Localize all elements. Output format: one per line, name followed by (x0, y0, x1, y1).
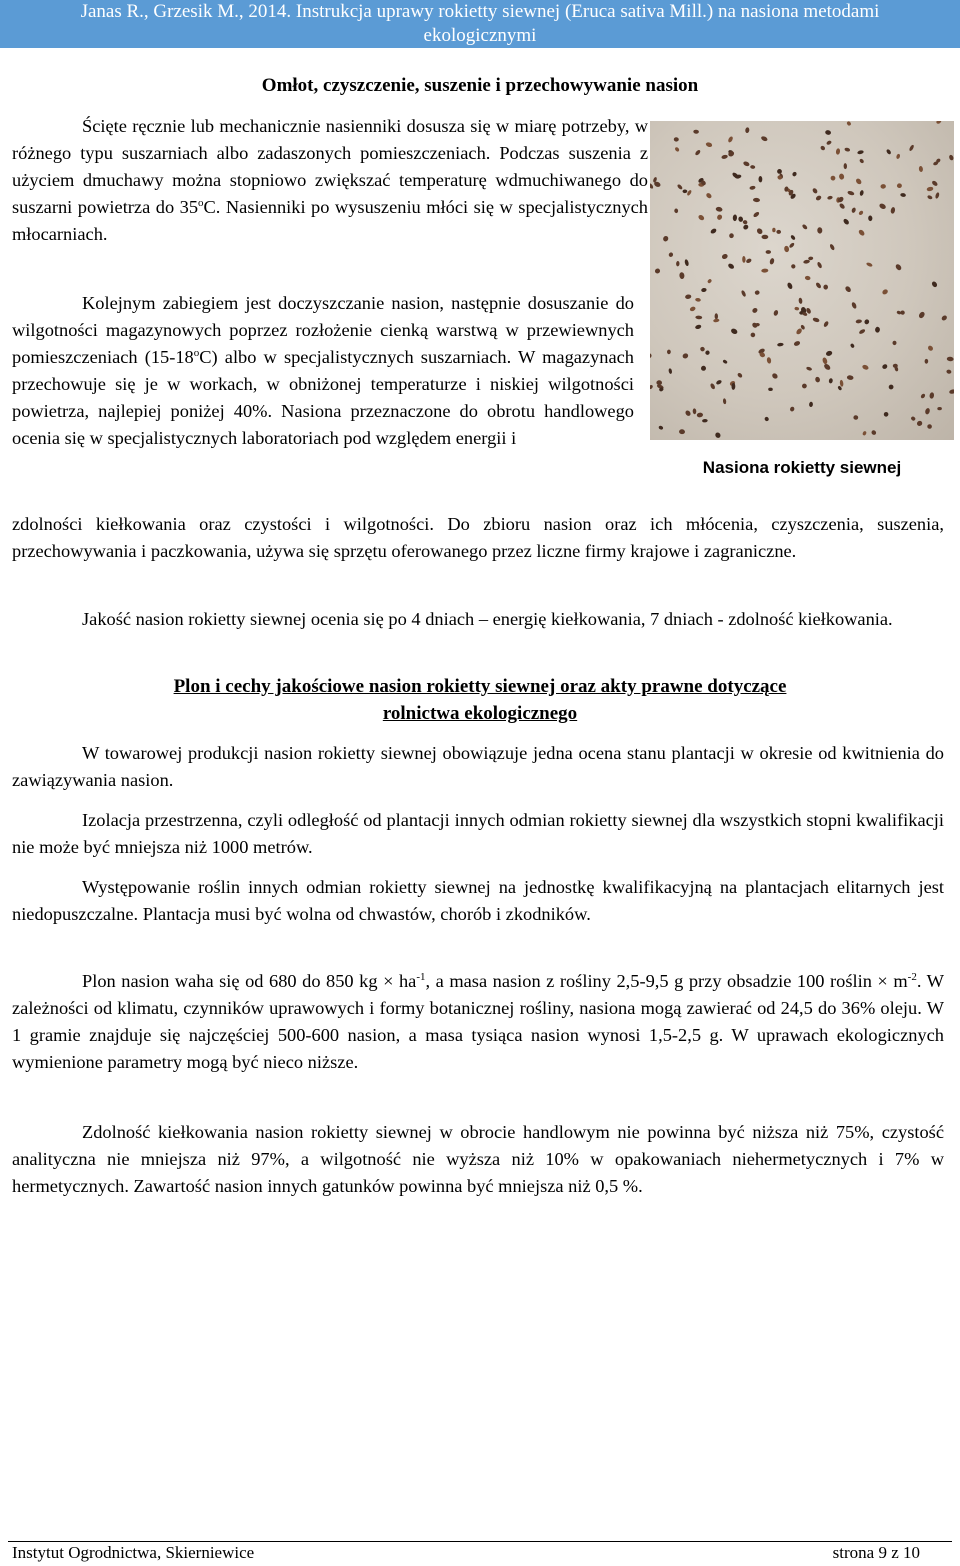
paragraph-drying (12, 113, 648, 248)
seed (721, 154, 728, 159)
paragraph-isolation (12, 807, 944, 861)
seed (777, 343, 784, 347)
seed (855, 178, 863, 186)
seed (920, 393, 926, 399)
paragraph-assessment (12, 740, 944, 794)
seed (668, 252, 674, 258)
seed (715, 313, 719, 319)
seed (695, 298, 701, 302)
seed (900, 193, 906, 198)
paragraph-seed-quality (12, 606, 944, 633)
seed (823, 320, 830, 327)
p3-text: Jakość nasion rokietty siewnej ocenia się po 4 dniach – energię kiełkowania, 7 dniach - zdolność kiełkowania. (82, 609, 893, 629)
seed (823, 285, 828, 290)
paragraph-yield (12, 968, 944, 1076)
p7-text-c: . W zależności od klimatu, czynników uprawowych i formy botanicznej rośliny, nasiona mogą zawierać od 24,5 do 36% oleju. W 1 gramie znajduje się najczęściej 500-600 nasion, a masa tysiąca nasion wynosi 1,5-2,5 g. W uprawach ekologicznych wymienione parametry mogą być nieco niższe. (12, 971, 944, 1072)
seed (743, 161, 751, 167)
seed (682, 189, 687, 193)
seed (727, 263, 735, 270)
seed (927, 345, 934, 352)
seed (674, 137, 679, 142)
header-line-2: ekologicznymi (423, 25, 537, 46)
seed (697, 214, 705, 221)
seed (801, 224, 808, 231)
seed (742, 220, 748, 225)
p7-text-b: , a masa nasion z rośliny 2,5-9,5 g przy obsadzie 100 roślin × m (425, 971, 908, 991)
seed (825, 130, 832, 136)
seed (948, 154, 954, 161)
seed (916, 420, 923, 427)
seed (674, 146, 680, 152)
seed (836, 148, 841, 155)
seed (888, 384, 895, 391)
seed (936, 121, 942, 125)
seed (682, 353, 689, 360)
seed (789, 406, 795, 412)
seed (684, 259, 689, 267)
seed (815, 195, 822, 202)
seed (926, 186, 933, 191)
seed (689, 306, 696, 312)
seed (883, 411, 889, 417)
seed (803, 259, 810, 264)
seed (762, 235, 769, 239)
seed (795, 327, 803, 335)
seed (705, 142, 712, 148)
seed (925, 359, 929, 364)
paragraph-purity (12, 874, 944, 928)
seed (929, 392, 934, 399)
seed (816, 261, 822, 269)
degree-sup: o (198, 196, 204, 209)
seed (910, 416, 916, 422)
seed (839, 380, 843, 387)
p5-text: Izolacja przestrzenna, czyli odległość od plantacji innych odmian rokietty siewnej dla wszystkich stopni kwalifikacji nie może być mniejsza niż 1000 metrów. (12, 810, 944, 857)
seed (931, 281, 938, 289)
seed (699, 346, 705, 352)
seed (919, 166, 924, 172)
seed (786, 282, 793, 290)
seed (858, 210, 864, 216)
seed (844, 147, 850, 152)
seed (658, 425, 664, 430)
section-title-text: Omłot, czyszczenie, suszenie i przechowywanie nasion (261, 75, 699, 96)
p2-text-b: C) albo w specjalistycznych suszarniach. W magazynach przechowuje się je w workach, w obniżonej temperaturze i niskiej wilgotności powietrza, najlepiej poniżej 40%. Nasiona przeznaczone do obrotu handlowego ocenia się w specjalistycznych laboratoriach pod względem energii i (12, 347, 634, 448)
seed (918, 311, 926, 319)
seed (695, 315, 702, 319)
seeds-photo-image (650, 121, 954, 440)
seed (742, 256, 746, 263)
seed (790, 234, 796, 240)
seed (773, 309, 779, 316)
seed (679, 429, 685, 434)
seed (727, 136, 733, 143)
p2-text-a: Kolejnym zabiegiem jest doczyszczanie nasion, następnie dosuszanie do wilgotności magazynowych poprzez rozłożenie cienką warstwą w przewiewnych pomieszczeniach (15-18 (12, 293, 634, 367)
seed (694, 149, 701, 156)
seed (753, 211, 761, 218)
seed (829, 243, 835, 251)
seed (806, 366, 813, 371)
seed (935, 192, 940, 199)
seed (858, 229, 866, 237)
seed (868, 215, 873, 221)
paragraph-cleaning-continued (12, 511, 944, 565)
seed (822, 357, 828, 365)
seed (730, 328, 738, 336)
seed (654, 267, 661, 274)
seed (754, 290, 760, 295)
seed (705, 192, 712, 199)
seed (685, 294, 692, 299)
seed (804, 275, 810, 280)
seed (749, 185, 756, 190)
seed (844, 285, 852, 293)
seed (742, 224, 749, 231)
seed (809, 402, 813, 408)
section2-title-line1: Plon i cechy jakościowe nasion rokietty siewnej oraz akty prawne dotyczące (173, 676, 787, 697)
seed (738, 216, 744, 222)
seed (733, 214, 738, 221)
seed (761, 268, 768, 272)
seed (820, 145, 826, 151)
seed (700, 365, 707, 372)
seed (826, 140, 832, 146)
seed (741, 290, 747, 298)
seed (745, 127, 750, 133)
seed (771, 372, 779, 379)
seed (892, 340, 897, 345)
seed (766, 357, 771, 364)
seed (662, 235, 669, 242)
seed (846, 121, 852, 126)
seed (817, 227, 822, 234)
seed (679, 272, 685, 279)
seed (764, 416, 770, 422)
section-title-threshing (0, 73, 960, 99)
seed (850, 343, 855, 349)
seed (815, 376, 821, 383)
seed (751, 307, 758, 314)
seed (793, 340, 801, 347)
seed (714, 432, 721, 439)
seed (776, 230, 781, 234)
p8-text: Zdolność kiełkowania nasion rokietty siewnej w obrocie handlowym nie powinna być niższa niż 75%, czystość analityczna nie mniejsza niż 97%, a wilgotność nie wyższa niż 10% w opakowaniach niehermetycznych i 7% w hermetycznych. Zawartość nasion innych gatunków powinna być mniejsza niż 0,5 %. (12, 1122, 944, 1196)
seed (707, 278, 712, 284)
seed (844, 163, 848, 169)
seed (839, 173, 845, 180)
seed (788, 242, 795, 249)
seed (790, 263, 796, 269)
seed (897, 183, 903, 188)
footer-page-number: strona 9 z 10 (832, 1543, 920, 1562)
seed (862, 431, 867, 436)
exponent-sup: -1 (416, 970, 426, 983)
paragraph-cleaning (12, 290, 634, 452)
p1-text-a: Ścięte ręcznie lub mechanicznie nasienniki dosusza się w miarę potrzeby, w różnego typu suszarniach albo zadaszonych pomieszczeniach. Podczas suszenia z użyciem dmuchawy można stopniowo zwiększać temperaturę wdmuchiwanego do suszarni powietrza do 35 (12, 116, 648, 217)
seed (853, 415, 858, 420)
seed (858, 328, 866, 334)
p2-text-c: zdolności kiełkowania oraz czystości i wilgotności. Do zbioru nasion oraz ich młócenia, czyszczenia, suszenia, przechowywania i paczkowania, używa się sprzętu oferowanego przez liczne firmy krajowe i zagraniczne. (12, 514, 944, 561)
seed (710, 228, 717, 235)
seed (693, 130, 699, 134)
seed (857, 150, 864, 155)
seed (695, 324, 702, 330)
seed (710, 383, 716, 390)
seed (866, 262, 873, 268)
seed (851, 301, 857, 309)
seed (760, 135, 768, 142)
seed (737, 372, 743, 378)
seed (753, 198, 760, 203)
seed (881, 288, 888, 295)
seed (941, 315, 948, 322)
seed (701, 288, 707, 293)
seed (864, 319, 870, 326)
seed (828, 378, 833, 384)
seed (650, 384, 654, 390)
seed (766, 250, 771, 254)
p4-text: W towarowej produkcji nasion rokietty siewnej obowiązuje jedna ocena stanu plantacji w okresie od kwitnienia do zawiązywania nasion. (12, 743, 944, 790)
seed (715, 379, 722, 385)
seed (830, 175, 837, 182)
seed (704, 350, 710, 356)
seed (842, 218, 850, 226)
seed (750, 165, 756, 169)
seed (722, 359, 728, 364)
seed (729, 233, 735, 239)
page-header (0, 0, 960, 48)
seed (909, 144, 915, 151)
seed (702, 419, 708, 423)
seed (723, 398, 727, 404)
seed (668, 368, 672, 374)
seed (839, 202, 846, 209)
seed (931, 180, 938, 187)
seed (815, 282, 822, 289)
seed (862, 364, 870, 371)
p7-text-a: Plon nasion waha się od 680 do 850 kg × ha (82, 971, 417, 991)
seed (847, 375, 854, 380)
seed (878, 203, 886, 211)
p1-text-b: C. Nasienniki po wysuszeniu młóci się w specjalistycznych młocarniach. (12, 197, 648, 244)
seed (890, 207, 895, 214)
seed (693, 408, 697, 414)
seed (697, 412, 704, 417)
seed (926, 423, 933, 430)
seed (684, 409, 691, 416)
seed (855, 319, 862, 324)
seed (794, 306, 799, 310)
footer-institute: Instytut Ogrodnictwa, Skierniewice (12, 1543, 255, 1562)
seed (851, 207, 856, 213)
seed (823, 363, 831, 371)
section2-title-line2: rolnictwa ekologicznego (382, 703, 578, 724)
seed (656, 380, 662, 385)
seed (895, 263, 903, 271)
seed (880, 184, 886, 189)
section-title-yield (0, 673, 960, 727)
seed (812, 317, 820, 323)
seed (716, 214, 723, 221)
exponent-sup: -2 (907, 970, 917, 983)
seed (784, 245, 790, 252)
seed (825, 350, 833, 357)
seed (751, 322, 758, 329)
seed (947, 357, 954, 362)
seed (937, 407, 942, 410)
seeds-photo (650, 121, 954, 440)
seed (758, 176, 762, 182)
seed (768, 388, 773, 392)
seed (792, 171, 798, 177)
seed (772, 228, 775, 233)
seed (650, 183, 654, 190)
seed (881, 363, 888, 369)
seed (802, 383, 807, 388)
paragraph-germination (12, 1119, 944, 1200)
seed (756, 227, 764, 235)
seed (798, 297, 803, 304)
seed (667, 350, 671, 355)
seed (674, 208, 678, 213)
seed (721, 253, 728, 260)
seed (859, 190, 864, 197)
seed (808, 256, 813, 260)
seed (924, 407, 930, 414)
seed (745, 258, 752, 264)
seed (676, 261, 680, 267)
seed (827, 195, 833, 200)
header-line-1: Janas R., Grzesik M., 2014. Instrukcja uprawy rokietty siewnej (Eruca sativa Mill.) na nasiona metodami (80, 1, 880, 22)
seed (886, 149, 892, 155)
p6-text: Występowanie roślin innych odmian rokietty siewnej na jednostkę kwalifikacyjną na plantacjach elitarnych jest niedopuszczalne. Plantacja musi być wolna od chwastów, chorób i zkodników. (12, 877, 944, 924)
seed (949, 389, 954, 395)
seed (847, 190, 855, 196)
seed (715, 206, 723, 212)
degree-sup: o (193, 346, 200, 359)
seed (812, 187, 819, 194)
seed (896, 153, 901, 159)
seed (896, 310, 901, 315)
seed (859, 158, 865, 164)
seed (713, 318, 720, 322)
seed (777, 169, 782, 174)
seed (946, 369, 952, 374)
seed (875, 327, 880, 333)
seed (927, 195, 933, 200)
seed (769, 258, 775, 265)
photo-caption: Nasiona rokietty siewnej (702, 458, 902, 477)
seed (650, 352, 652, 359)
seed (686, 189, 692, 196)
seed (871, 429, 877, 436)
seed (750, 332, 755, 337)
seed (677, 184, 684, 191)
